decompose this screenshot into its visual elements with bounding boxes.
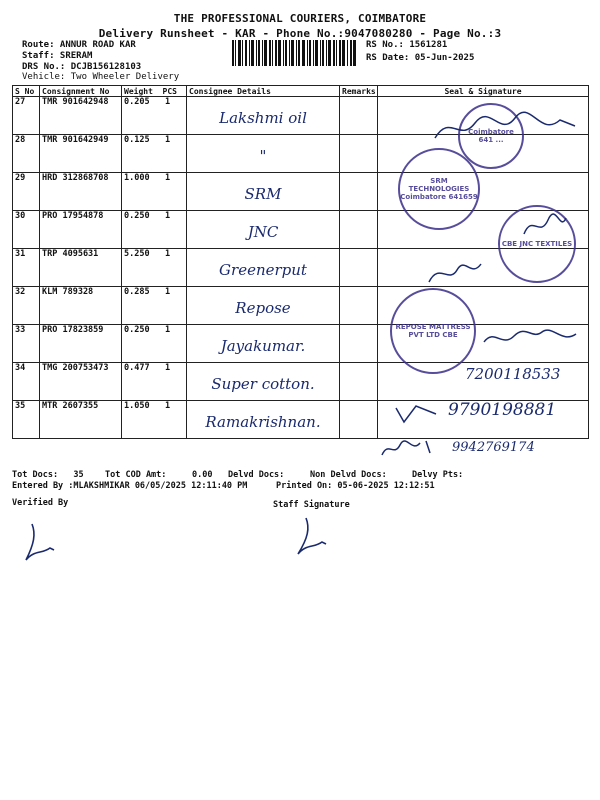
verified-by-signature (20, 520, 60, 569)
row-weight-pcs (122, 287, 187, 325)
row-weight: 0.250 (124, 325, 150, 335)
col-sno: S No (13, 86, 40, 97)
seal-stamp-repose (390, 288, 476, 374)
table-row (13, 173, 589, 211)
row-remarks (340, 173, 378, 211)
row-remarks (340, 97, 378, 135)
row-weight-pcs (122, 325, 187, 363)
row-weight: 0.250 (124, 211, 150, 221)
consignee-handwriting: JNC (247, 223, 279, 241)
signature-scribble-icon (480, 322, 580, 352)
row-sno: 32 (13, 287, 40, 325)
row-sno: 34 (13, 363, 40, 401)
row-sno: 27 (13, 97, 40, 135)
row-consignment-no: PRO 17823859 (40, 325, 122, 363)
row-consignee (187, 211, 340, 249)
row-consignee (187, 287, 340, 325)
barcode-icon (232, 40, 356, 66)
table-header-row (13, 86, 589, 97)
row-consignee (187, 325, 340, 363)
col-remarks: Remarks (340, 86, 378, 97)
seal-stamp-srm (398, 148, 480, 230)
consignee-handwriting: " (259, 147, 267, 165)
row-consignee (187, 135, 340, 173)
row-consignee (187, 401, 340, 439)
row-weight: 0.285 (124, 287, 150, 297)
non-delvd-docs: Non Delvd Docs: (310, 470, 387, 480)
signature-scribble-icon (430, 108, 580, 148)
row-sno: 30 (13, 211, 40, 249)
row-consignee (187, 249, 340, 287)
row-remarks (340, 211, 378, 249)
row-remarks (340, 135, 378, 173)
rs-date: RS Date: 05-Jun-2025 (366, 53, 475, 63)
signature-phone-3: 9942769174 (452, 440, 535, 455)
signature-phone-2: 9790198881 (448, 400, 557, 420)
row-pcs: 1 (164, 287, 171, 297)
row-consignee (187, 173, 340, 211)
rs-number: RS No.: 1561281 (366, 40, 448, 50)
row-remarks (340, 401, 378, 439)
col-pcs: PCS (162, 86, 177, 96)
consignee-handwriting: SRM (244, 185, 282, 203)
col-consignee-details: Consignee Details (187, 86, 340, 97)
seal-stamp-jnc-text: CBE JNC TEXTILES (501, 240, 573, 248)
row-consignment-no: TMG 200753473 (40, 363, 122, 401)
verified-by-label: Verified By (12, 498, 69, 508)
seal-stamp-srm-text: SRM TECHNOLOGIES Coimbatore 641659 (400, 177, 478, 201)
signature-scribble-icon (378, 437, 438, 459)
row-sno: 33 (13, 325, 40, 363)
entered-by: Entered By :MLAKSHMIKAR 06/05/2025 12:11:40 PM (12, 481, 248, 491)
consignee-handwriting: Jayakumar. (220, 337, 306, 355)
row-remarks (340, 249, 378, 287)
seal-stamp-1-text: Coimbatore 641 ... (468, 128, 514, 144)
signature-scribble-6 (378, 437, 438, 463)
signature-scribble-icon (292, 514, 332, 559)
row-pcs: 1 (164, 249, 171, 259)
row-remarks (340, 363, 378, 401)
row-weight: 0.125 (124, 135, 150, 145)
route-label: Route: ANNUR ROAD KAR (22, 40, 136, 50)
signature-phone-1: 7200118533 (465, 365, 561, 383)
row-consignment-no: MTR 2607355 (40, 401, 122, 439)
tot-docs-label: Tot Docs: (12, 470, 59, 480)
row-weight-pcs (122, 363, 187, 401)
row-weight-pcs (122, 135, 187, 173)
staff-label: Staff: SRERAM (22, 51, 93, 61)
col-weight-pcs (122, 86, 187, 97)
row-consignment-no: KLM 789328 (40, 287, 122, 325)
row-weight-pcs (122, 401, 187, 439)
delvd-docs: Delvd Docs: (228, 470, 285, 480)
barcode (232, 40, 356, 66)
company-title: THE PROFESSIONAL COURIERS, COIMBATORE (173, 12, 427, 25)
signature-scribble-5 (392, 400, 442, 430)
col-consignment-no: Consignment No (40, 86, 122, 97)
seal-stamp-repose-text: REPOSE MATTRESS PVT LTD CBE (395, 323, 471, 339)
table-row (13, 287, 589, 325)
signature-scribble-icon (392, 400, 442, 426)
row-pcs: 1 (164, 135, 171, 145)
row-consignee (187, 97, 340, 135)
signature-scribble-icon (520, 210, 570, 240)
row-sno: 35 (13, 401, 40, 439)
row-consignment-no: TRP 4095631 (40, 249, 122, 287)
tot-docs (12, 470, 84, 480)
consignee-handwriting: Lakshmi oil (219, 109, 307, 127)
delvy-pts: Delvy Pts: (412, 470, 464, 480)
row-sno: 28 (13, 135, 40, 173)
staff-signature (292, 514, 332, 563)
row-sno: 31 (13, 249, 40, 287)
row-pcs: 1 (164, 401, 171, 411)
row-consignment-no: HRD 312868708 (40, 173, 122, 211)
col-weight: Weight (124, 86, 153, 96)
runsheet-subtitle: Delivery Runsheet - KAR - Phone No.:9047080280 - Page No.:3 (98, 27, 502, 40)
drs-number: DRS No.: DCJB156128103 (22, 62, 142, 72)
consignee-handwriting: Repose (235, 299, 291, 317)
col-seal-signature: Seal & Signature (378, 86, 589, 97)
row-pcs: 1 (164, 325, 171, 335)
signature-scribble-1 (430, 108, 580, 152)
row-weight: 1.050 (124, 401, 150, 411)
staff-signature-label: Staff Signature (273, 500, 350, 510)
row-sno: 29 (13, 173, 40, 211)
row-remarks (340, 287, 378, 325)
tot-cod (105, 470, 213, 480)
printed-on: Printed On: 05-06-2025 12:12:51 (276, 481, 435, 491)
row-pcs: 1 (164, 211, 171, 221)
consignee-handwriting: Super cotton. (211, 375, 315, 393)
consignee-handwriting: Ramakrishnan. (205, 413, 321, 431)
row-consignment-no: PRO 17954878 (40, 211, 122, 249)
signature-scribble-3 (425, 258, 485, 292)
row-weight: 1.000 (124, 173, 150, 183)
row-weight: 0.205 (124, 97, 150, 107)
tot-cod-label: Tot COD Amt: (105, 470, 167, 480)
row-pcs: 1 (164, 363, 171, 373)
row-weight-pcs (122, 211, 187, 249)
tot-docs-value: 35 (73, 470, 84, 480)
row-remarks (340, 325, 378, 363)
vehicle-label: Vehicle: Two Wheeler Delivery (22, 72, 180, 82)
row-consignment-no: TMR 901642948 (40, 97, 122, 135)
signature-scribble-icon (425, 258, 485, 288)
row-weight: 0.477 (124, 363, 150, 373)
row-weight-pcs (122, 249, 187, 287)
row-pcs: 1 (164, 173, 171, 183)
row-weight-pcs (122, 173, 187, 211)
signature-scribble-4 (480, 322, 580, 356)
row-weight: 5.250 (124, 249, 150, 259)
row-weight-pcs (122, 97, 187, 135)
consignee-handwriting: Greenerput (219, 261, 307, 279)
row-consignment-no: TMR 901642949 (40, 135, 122, 173)
signature-scribble-icon (20, 520, 60, 565)
tot-cod-value: 0.00 (192, 470, 213, 480)
row-consignee (187, 363, 340, 401)
row-pcs: 1 (164, 97, 171, 107)
signature-scribble-2 (520, 210, 570, 244)
